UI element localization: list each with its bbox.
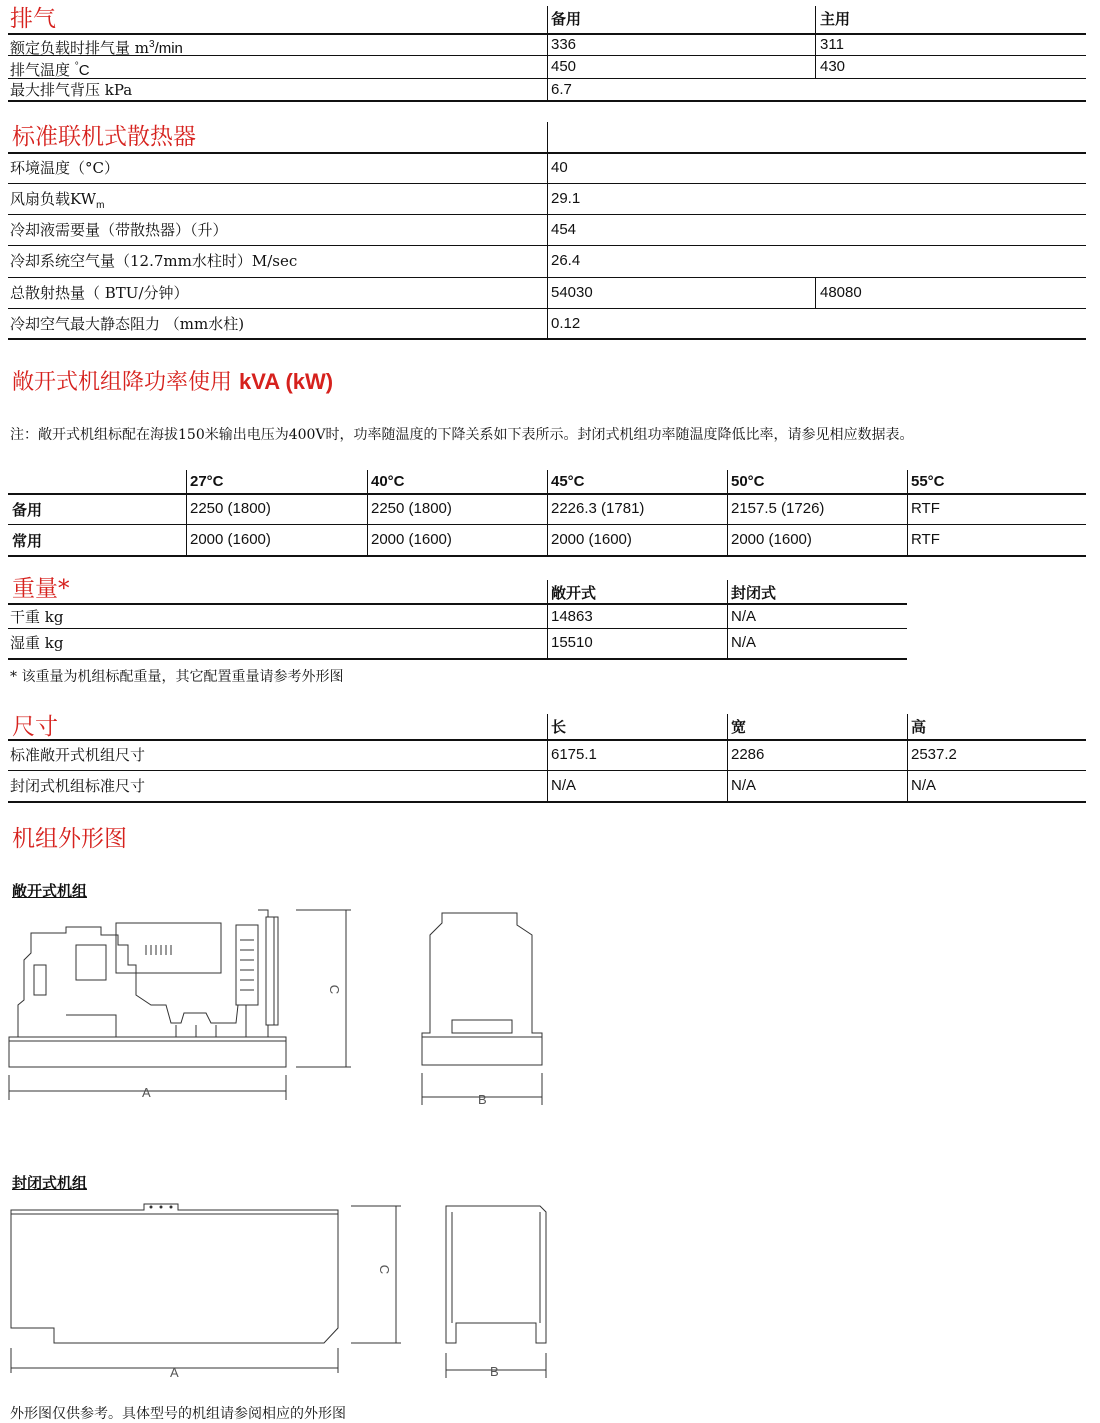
column-divider xyxy=(367,470,368,555)
weight-title: 重量* xyxy=(12,576,70,602)
exhaust-row-label: 额定负载时排气量 $m^3/\min$ xyxy=(10,39,183,57)
radiator-value: 26.4 xyxy=(551,252,581,269)
derate-header: 50°C xyxy=(731,473,765,490)
radiator-value: 29.1 xyxy=(551,190,581,207)
open-set-caption: 敞开式机组 xyxy=(12,882,88,900)
exhaust-row-label: 最大排气背压 kPa xyxy=(10,81,133,99)
table-rule xyxy=(8,555,1086,557)
weight-value: 14863 xyxy=(551,608,593,625)
derate-header: 55°C xyxy=(911,473,945,490)
derate-note: 注：敞开式机组标配在海拔150米输出电压为400V时，功率随温度的下降关系如下表所示。封闭式机组功率随温度降低比率，请参见相应数据表。 xyxy=(10,427,914,443)
dimensions-value: 2537.2 xyxy=(911,746,957,763)
derate-value: 2226.3 (1781) xyxy=(551,500,645,517)
derate-row-label: 备用 xyxy=(12,501,43,519)
derate-value: RTF xyxy=(911,500,940,517)
radiator-row-label: 冷却液需要量（带散热器）（升） xyxy=(10,221,228,239)
outline-footer-note: 外形图仅供参考。具体型号的机组请参阅相应的外形图 xyxy=(10,1406,346,1422)
table-rule xyxy=(8,308,1086,309)
dimensions-value: N/A xyxy=(911,777,937,794)
table-rule xyxy=(8,338,1086,340)
dimensions-col-height: 高 xyxy=(911,718,927,736)
exhaust-value: 336 xyxy=(551,36,577,53)
weight-row-label: 干重 kg xyxy=(10,608,64,626)
column-divider xyxy=(727,714,728,801)
radiator-value: 454 xyxy=(551,221,577,238)
table-rule xyxy=(8,603,907,605)
derate-row-label: 常用 xyxy=(12,532,43,550)
dimensions-row-label: 标准敞开式机组尺寸 xyxy=(10,746,146,764)
dimensions-value: 6175.1 xyxy=(551,746,597,763)
dimension-c-label: C xyxy=(377,1264,393,1275)
derate-title: 敞开式机组降功率使用 kVA (kW) xyxy=(12,369,334,395)
dimensions-value: 2286 xyxy=(731,746,765,763)
column-divider xyxy=(547,122,548,338)
derate-header: 45°C xyxy=(551,473,585,490)
radiator-title: 标准联机式散热器 xyxy=(12,124,196,150)
derate-header: 27°C xyxy=(190,473,224,490)
radiator-row-label: 环境温度（°C） xyxy=(10,159,119,177)
radiator-value: 40 xyxy=(551,159,568,176)
table-rule xyxy=(8,100,1086,102)
exhaust-col-standby: 备用 xyxy=(551,10,582,28)
table-rule xyxy=(8,214,1086,215)
exhaust-value: 6.7 xyxy=(551,81,572,98)
derate-value: 2157.5 (1726) xyxy=(731,500,825,517)
radiator-value: 54030 xyxy=(551,284,593,301)
dimension-b-label: B xyxy=(478,1092,487,1107)
column-divider xyxy=(727,580,728,658)
exhaust-row-label: 排气温度 °C xyxy=(10,61,90,79)
column-divider xyxy=(727,470,728,555)
dimensions-value: N/A xyxy=(551,777,577,794)
column-divider xyxy=(547,580,548,658)
column-divider xyxy=(547,6,548,100)
column-divider xyxy=(186,470,187,555)
dimension-b-label: B xyxy=(490,1364,499,1379)
weight-value: 15510 xyxy=(551,634,593,651)
weight-col-closed: 封闭式 xyxy=(731,584,777,602)
weight-row-label: 湿重 kg xyxy=(10,634,64,652)
column-divider xyxy=(815,277,816,308)
table-rule xyxy=(8,801,1086,803)
radiator-value: 0.12 xyxy=(551,315,581,332)
dimension-a-label: A xyxy=(142,1085,151,1100)
radiator-row-label: 冷却系统空气量（12.7mm水柱时）M/sec xyxy=(10,252,298,270)
table-rule xyxy=(8,152,1086,154)
radiator-row-label: 总散射热量（ BTU/分钟） xyxy=(10,284,189,302)
weight-col-open: 敞开式 xyxy=(551,584,597,602)
weight-value: N/A xyxy=(731,608,757,625)
dimensions-col-length: 长 xyxy=(551,718,567,736)
exhaust-value: 430 xyxy=(820,58,846,75)
exhaust-value: 311 xyxy=(820,36,844,53)
outline-title: 机组外形图 xyxy=(12,826,127,852)
exhaust-col-prime: 主用 xyxy=(820,10,851,28)
column-divider xyxy=(907,714,908,801)
derate-header: 40°C xyxy=(371,473,405,490)
closed-set-caption: 封闭式机组 xyxy=(12,1174,88,1192)
dimensions-row-label: 封闭式机组标准尺寸 xyxy=(10,777,146,795)
derate-value: 2000 (1600) xyxy=(551,531,632,548)
table-rule xyxy=(8,277,1086,278)
table-rule xyxy=(8,658,907,660)
derate-value: 2250 (1800) xyxy=(190,500,271,517)
dimension-c-label: C xyxy=(327,984,343,995)
derate-value: 2250 (1800) xyxy=(371,500,452,517)
dimensions-col-width: 宽 xyxy=(731,718,747,736)
table-rule xyxy=(8,183,1086,184)
weight-footnote: * 该重量为机组标配重量，其它配置重量请参考外形图 xyxy=(10,669,344,685)
radiator-row-label: 冷却空气最大静态阻力 （mm水柱) xyxy=(10,315,245,333)
derate-value: 2000 (1600) xyxy=(190,531,271,548)
dimensions-title: 尺寸 xyxy=(12,714,58,740)
column-divider xyxy=(547,470,548,555)
derate-value: 2000 (1600) xyxy=(371,531,452,548)
table-rule xyxy=(8,628,907,629)
column-divider xyxy=(815,6,816,78)
open-set-side-view-drawing xyxy=(6,905,356,1105)
closed-set-end-view-drawing xyxy=(438,1198,558,1388)
open-set-end-view-drawing xyxy=(412,905,552,1110)
exhaust-title: 排气 xyxy=(10,6,56,32)
column-divider xyxy=(547,714,548,801)
dimension-a-label: A xyxy=(170,1365,179,1380)
weight-value: N/A xyxy=(731,634,757,651)
dimensions-value: N/A xyxy=(731,777,757,794)
radiator-row-label: 风扇负载$KW_m$ xyxy=(10,190,105,211)
derate-value: RTF xyxy=(911,531,940,548)
exhaust-value: 450 xyxy=(551,58,577,75)
closed-set-side-view-drawing xyxy=(6,1198,406,1388)
table-rule xyxy=(8,245,1086,246)
column-divider xyxy=(907,470,908,555)
derate-value: 2000 (1600) xyxy=(731,531,812,548)
radiator-value: 48080 xyxy=(820,284,862,301)
